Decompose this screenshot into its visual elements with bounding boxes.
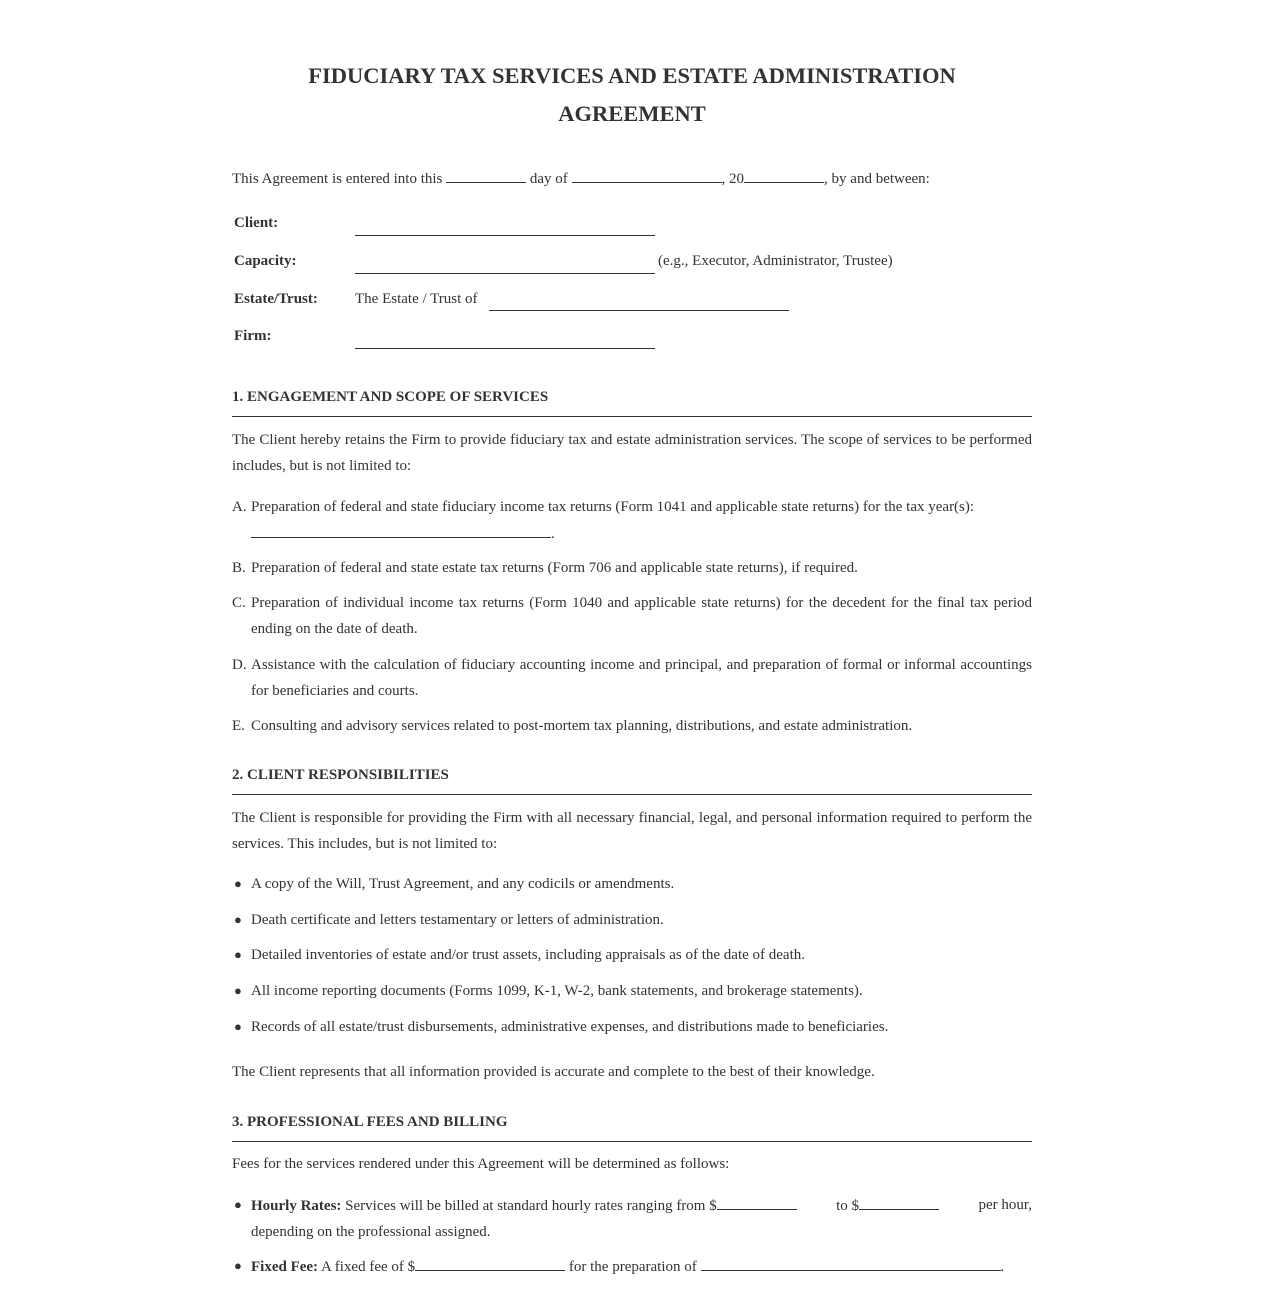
intro-text-1: This Agreement is entered into this <box>232 171 443 187</box>
list-item <box>232 1014 1032 1040</box>
section-3-heading: 3. PROFESSIONAL FEES AND BILLING <box>232 1112 1032 1142</box>
list-item <box>232 978 1032 1004</box>
hourly-text-4: depending on the professional assigned. <box>251 1224 491 1240</box>
bullet-text: Records of all estate/trust disbursements, administrative expenses, and distributions made to beneficiaries. <box>251 1019 889 1035</box>
item-marker: A. <box>232 499 247 515</box>
item-text: Consulting and advisory services related to post-mortem tax planning, distributions, and estate administration. <box>251 718 913 734</box>
month-blank[interactable] <box>572 165 722 183</box>
fixed-text-1: A fixed fee of $ <box>321 1259 416 1275</box>
hourly-label: Hourly Rates: <box>251 1198 342 1214</box>
hourly-line-1 <box>251 1192 1032 1219</box>
item-text: Preparation of federal and state fiduciary income tax returns (Form 1041 and applicable state returns) for the tax year(s): <box>251 499 975 515</box>
estate-prefix: The Estate / Trust of <box>355 291 478 307</box>
fee-hourly-item <box>232 1192 1032 1245</box>
capacity-hint: (e.g., Executor, Administrator, Trustee) <box>658 253 893 269</box>
bullet-icon: ● <box>234 983 242 998</box>
item-text: Preparation of individual income tax returns (Form 1040 and applicable state returns) for the decedent for the final tax period ending on the date of death. <box>251 595 1032 637</box>
scope-item-c <box>232 590 1032 642</box>
section-3-intro: Fees for the services rendered under this Agreement will be determined as follows: <box>232 1156 730 1172</box>
scope-item-a <box>232 494 1032 547</box>
bullet-icon: ● <box>234 1258 242 1273</box>
list-item <box>232 871 1032 897</box>
hourly-max-blank[interactable] <box>859 1192 939 1210</box>
fixed-text-2: for the preparation of <box>568 1259 697 1275</box>
year-blank[interactable] <box>744 165 824 183</box>
scope-item-e <box>232 713 1032 739</box>
fixed-line <box>251 1253 1032 1280</box>
bullet-icon: ● <box>234 1019 242 1034</box>
bullet-icon: ● <box>234 912 242 927</box>
intro-text-3: , 20 <box>721 171 745 187</box>
scope-item-d <box>232 652 1032 704</box>
fixed-text-3: . <box>1000 1259 1005 1275</box>
bullet-text: Death certificate and letters testamentary or letters of administration. <box>251 912 664 928</box>
bullet-icon: ● <box>234 1197 242 1212</box>
estate-blank[interactable] <box>489 310 789 311</box>
title-line-1: FIDUCIARY TAX SERVICES AND ESTATE ADMINISTRATION <box>308 63 956 88</box>
section-2-heading: 2. CLIENT RESPONSIBILITIES <box>232 765 1032 795</box>
bullet-text: All income reporting documents (Forms 1099, K-1, W-2, bank statements, and brokerage statements). <box>251 983 863 999</box>
title-line-2: AGREEMENT <box>558 101 706 126</box>
hourly-text-3: per hour, <box>978 1197 1032 1213</box>
capacity-blank[interactable] <box>355 273 655 274</box>
list-item <box>232 907 1032 933</box>
fee-fixed-item <box>232 1253 1032 1280</box>
fixed-fee-blank[interactable] <box>415 1253 565 1271</box>
item-a-end: . <box>551 526 555 542</box>
item-marker: B. <box>232 560 246 576</box>
capacity-label: Capacity: <box>234 253 297 269</box>
section-1-intro: The Client hereby retains the Firm to provide fiduciary tax and estate administration services. The scope of services to be performed includes, but is not limited to: <box>232 432 1032 474</box>
day-blank[interactable] <box>446 165 526 183</box>
hourly-text-2: to $ <box>836 1198 860 1214</box>
firm-blank[interactable] <box>355 348 655 349</box>
fixed-service-blank[interactable] <box>701 1253 1001 1271</box>
section-2-closing: The Client represents that all information provided is accurate and complete to the best of their knowledge. <box>232 1064 875 1080</box>
intro-text-4: , by and between: <box>824 171 930 187</box>
intro-sentence <box>232 165 930 190</box>
hourly-min-blank[interactable] <box>717 1192 797 1210</box>
client-blank[interactable] <box>355 235 655 236</box>
tax-years-blank[interactable] <box>251 520 551 538</box>
section-1-heading: 1. ENGAGEMENT AND SCOPE OF SERVICES <box>232 387 1032 417</box>
bullet-icon: ● <box>234 947 242 962</box>
hourly-text-1: Services will be billed at standard hourly rates ranging from $ <box>345 1198 717 1214</box>
item-text: Assistance with the calculation of fiduciary accounting income and principal, and preparation of formal or informal accountings for beneficiaries and courts. <box>251 657 1032 699</box>
estate-label: Estate/Trust: <box>234 291 318 307</box>
section-2-intro: The Client is responsible for providing the Firm with all necessary financial, legal, and personal information required to perform the services. This includes, but is not limited to: <box>232 810 1032 852</box>
bullet-icon: ● <box>234 876 242 891</box>
scope-item-b <box>232 555 1032 581</box>
bullet-text: Detailed inventories of estate and/or trust assets, including appraisals as of the date of death. <box>251 947 805 963</box>
item-text: Preparation of federal and state estate tax returns (Form 706 and applicable state returns), if required. <box>251 560 858 576</box>
intro-text-2: day of <box>529 171 568 187</box>
item-marker: E. <box>232 718 245 734</box>
document-title <box>232 57 1032 133</box>
item-marker: D. <box>232 657 247 673</box>
client-label: Client: <box>234 215 279 231</box>
list-item <box>232 942 1032 968</box>
bullet-text: A copy of the Will, Trust Agreement, and any codicils or amendments. <box>251 876 675 892</box>
item-marker: C. <box>232 595 246 611</box>
firm-label: Firm: <box>234 328 272 344</box>
tax-years-row <box>251 520 1032 547</box>
fixed-label: Fixed Fee: <box>251 1259 319 1275</box>
